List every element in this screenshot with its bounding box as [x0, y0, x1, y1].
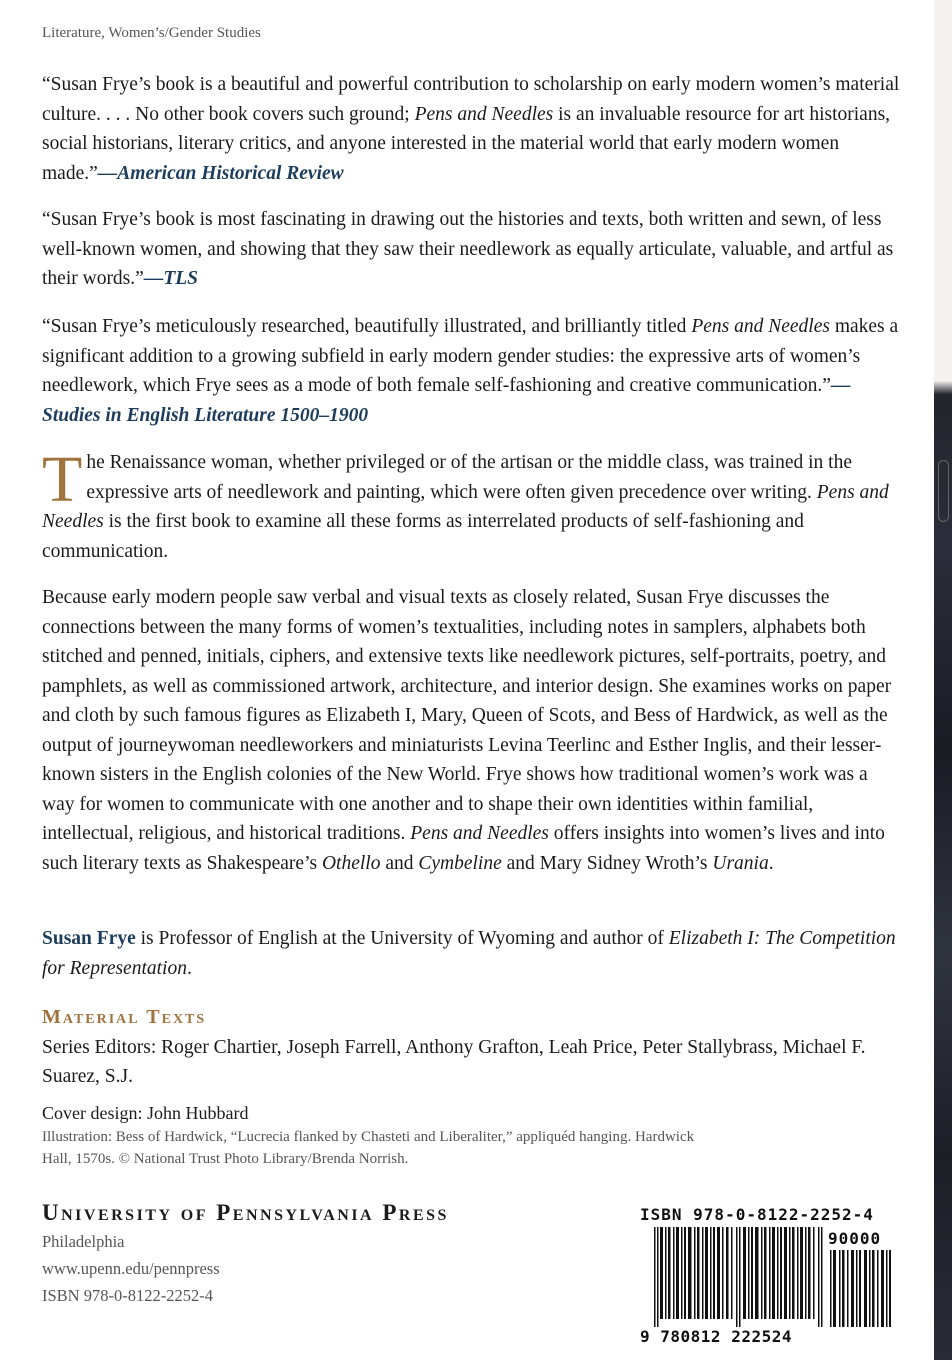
author-name: Susan Frye [42, 928, 136, 949]
review-quote-3: “Susan Frye’s meticulously researched, beautifully illustrated, and brilliantly titled Pens and Needles makes a significant addition to a growing subfield in early modern gender studies: the expressive arts of women’s needlework, which Frye sees as a mode of both female self-fashioning and creative communication.”—Studies in English Literature 1500–1900 [42, 316, 899, 426]
author-bio: Susan Frye is Professor of English at the University of Wyoming and author of Elizabeth I: The Competition for Representation. [42, 928, 896, 979]
category-label: Literature, Women’s/Gender Studies [42, 25, 261, 41]
review-quote-1: “Susan Frye’s book is a beautiful and powerful contribution to scholarship on early modern women’s material culture. . . . No other book covers such ground; Pens and Needles is an invaluable resource for art historians, social historians, literary critics, and anyone interested in the material world that early modern women made.”—American Historical Review [42, 74, 900, 184]
publisher-isbn: ISBN 978-0-8122-2252-4 [42, 1285, 213, 1305]
description-paragraph-1: The Renaissance woman, whether privileged or of the artisan or the middle class, was trained in the expressive arts of needlework and painting, which were often given precedence over writing. Pens and Needles is the first book to examine all these forms as interrelated products of self-fashioning and communication. [42, 443, 889, 562]
barcode-digits: 9 780812 222524 [640, 1327, 792, 1346]
quote-source: —American Historical Review [97, 162, 344, 184]
book-title: Pens and Needles [691, 316, 830, 337]
publisher-city: Philadelphia [42, 1231, 125, 1251]
series-title: Material Texts [42, 1006, 207, 1028]
cover-art-edge [934, 0, 952, 1360]
quote-source: —TLS [143, 268, 198, 289]
review-quote-2: “Susan Frye’s book is most fascinating in drawing out the histories and texts, both written and sewn, of less well-known women, and showing that they saw their needlework as equally articulate, valuable, and artful as their words.”—TLS [42, 209, 894, 289]
quote-source: —Studies in English Literature 1500–1900 [42, 375, 851, 426]
description-paragraph-2: Because early modern people saw verbal and visual texts as closely related, Susan Frye discusses the connections between the many forms of women’s textualities, including notes in samplers, alphabets both stitched and penned, initials, ciphers, and extensive texts like needlework pictures, self-portraits, poetry, and pamphlets, as well as commissioned artwork, architecture, and interior design. She examines works on paper and cloth by such famous figures as Elizabeth I, Mary, Queen of Scots, and Bess of Hardwick, as well as the output of journeywoman needleworkers and miniaturists Levina Teerlinc and Esther Inglis, and their lesser-known sisters in the English colonies of the New World. Frye shows how traditional women’s work was a way for women to communicate with one another and to shape their own identities within familial, intellectual, religious, and historical traditions. Pens and Needles offers insights into women’s lives and into such literary texts as Shakespeare’s Othello and Cymbeline and Mary Sidney Wroth’s Urania. [42, 587, 892, 874]
barcode-bars [654, 1227, 824, 1327]
barcode-isbn: ISBN 978-0-8122-2252-4 [640, 1205, 874, 1224]
barcode [640, 1205, 898, 1345]
author-book-title: Elizabeth I: The Competition for Representation [42, 928, 896, 979]
illustration-credit: Illustration: Bess of Hardwick, “Lucrecia flanked by Chasteti and Liberaliter,” appliquéd hanging. Hardwick Hall, 1570s. © National Trust Photo Library/Brenda Norrish. [42, 1129, 695, 1167]
drop-cap: T [42, 443, 83, 516]
cover-design: Cover design: John Hubbard [42, 1103, 249, 1123]
series-info [42, 1003, 900, 1092]
cover-credits [42, 1100, 900, 1170]
publisher-name: University of Pennsylvania Press [42, 1200, 449, 1225]
addon-bars [830, 1250, 892, 1327]
publisher-url: www.upenn.edu/pennpress [42, 1258, 220, 1278]
publisher-block [42, 1198, 602, 1309]
barcode-addon: 90000 [828, 1229, 882, 1248]
book-title: Pens and Needles [414, 103, 554, 125]
series-editors: Series Editors: Roger Chartier, Joseph Farrell, Anthony Grafton, Leah Price, Peter Stallybrass, Michael F. Suarez, S.J. [42, 1036, 866, 1087]
